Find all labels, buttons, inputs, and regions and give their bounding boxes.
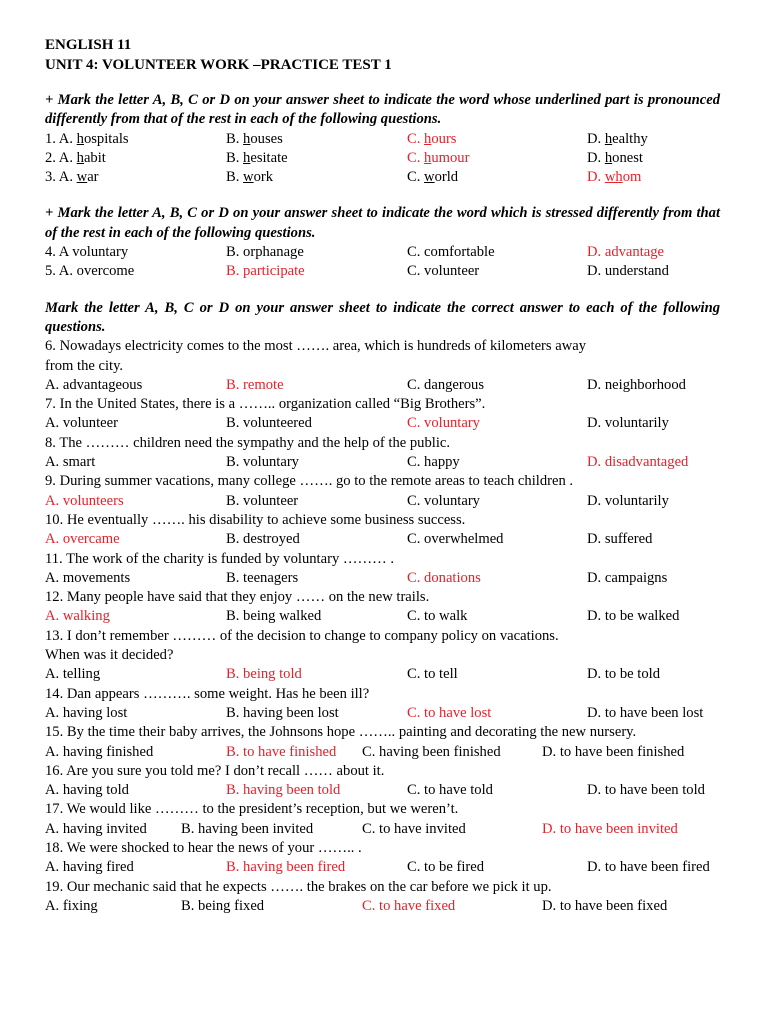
option-letter: B. [226,454,240,471]
option-row [45,168,720,187]
answer-option[interactable] [45,897,98,916]
option-text: advantage [604,244,665,261]
answer-option[interactable] [587,569,667,588]
option-row [45,414,720,433]
option-text: telling [62,666,101,683]
option-letter: A. [45,859,60,876]
option-letter: B. [226,244,240,261]
option-letter: B. [181,820,195,837]
answer-option[interactable] [45,569,130,588]
option-text: dangerous [424,376,485,393]
underlined-sound: wh [604,169,623,186]
option-text: abit [83,149,106,166]
option-text: having been lost [243,704,339,721]
option-letter: B. [181,897,195,914]
option-text: ours [431,130,457,147]
question-stem: 14. Dan appears ………. some weight. Has he been ill? [45,685,370,702]
answer-option[interactable] [45,743,153,762]
option-row [45,149,720,168]
option-text: to walk [424,608,468,625]
option-letter: A. [45,820,60,837]
option-letter: A. [58,130,73,147]
option-row [45,492,720,511]
option-letter: A [58,244,69,261]
option-letter: A. [45,492,60,509]
question-stem: 15. By the time their baby arrives, the Johnsons hope …….. painting and decorating the new nursery. [45,724,637,741]
answer-option[interactable] [226,665,302,684]
option-letter: C. [407,704,421,721]
option-text: donations [424,569,481,586]
option-row [45,743,720,762]
option-text: participate [243,263,305,280]
answer-option[interactable] [407,492,480,511]
answer-option[interactable] [45,858,134,877]
question-stem: 7. In the United States, there is a …….. organization called “Big Brothers”. [45,396,486,413]
option-letter: A. [45,704,60,721]
option-text: volunteered [243,415,312,432]
option-text: having been finished [379,743,501,760]
option-text: to have been lost [604,704,704,721]
answer-option[interactable] [45,168,99,187]
section-gap [45,282,720,299]
option-row [45,665,720,684]
answer-option[interactable] [45,781,129,800]
option-letter: D. [587,454,602,471]
answer-option[interactable] [45,149,106,168]
option-row [45,897,720,916]
option-letter: A. [45,376,60,393]
option-letter: A. [45,666,60,683]
option-letter: C. [407,782,421,799]
answer-option[interactable] [45,492,124,511]
answer-option[interactable] [587,665,660,684]
option-row [45,376,720,395]
option-text: to have finished [243,743,337,760]
option-text: having been fired [243,859,346,876]
option-text: voluntary [243,454,299,471]
answer-option[interactable] [226,376,284,395]
question-number: 5. [45,263,56,280]
option-text: ospitals [83,130,129,147]
option-text: ouses [250,130,283,147]
option-letter: B. [226,569,240,586]
answer-option[interactable] [587,149,643,168]
option-letter: B. [226,169,240,186]
answer-option[interactable] [226,168,273,187]
question-stem: 11. The work of the charity is funded by voluntary ……… . [45,550,394,567]
option-text: walking [62,608,110,625]
option-text: esitate [250,149,288,166]
option-letter: C. [407,666,421,683]
answer-option[interactable] [407,414,480,433]
option-letter: A. [58,149,73,166]
option-text: advantageous [62,376,143,393]
option-text: movements [62,569,131,586]
answer-option[interactable] [226,453,299,472]
option-text: understand [604,263,669,280]
option-row [45,858,720,877]
answer-option[interactable] [362,743,501,762]
option-text: being fixed [198,897,265,914]
question-stem: When was it decided? [45,647,174,664]
underlined-sound: h [604,149,613,166]
option-letter: B. [226,666,240,683]
answer-option[interactable] [407,149,469,168]
option-letter: A. [58,263,73,280]
answer-option[interactable] [407,607,467,626]
answer-option[interactable] [45,607,110,626]
option-letter: C. [407,859,421,876]
option-letter: C. [407,531,421,548]
answer-option[interactable] [587,243,664,262]
option-letter: A. [45,897,60,914]
option-text: having fired [62,859,134,876]
answer-option[interactable] [226,492,298,511]
question-stem: 8. The ……… children need the sympathy and the help of the public. [45,434,451,451]
answer-option[interactable] [407,704,491,723]
option-text: volunteer [243,492,299,509]
question-stem: 9. During summer vacations, many college ……. go to the remote areas to teach children . [45,473,574,490]
answer-option[interactable] [407,453,460,472]
option-letter: D. [587,376,602,393]
course-title: ENGLISH 11 [45,37,132,53]
answer-option[interactable] [407,530,503,549]
option-row [45,130,720,149]
underlined-sound: h [604,130,613,147]
answer-option[interactable] [407,130,456,149]
option-text: having been invited [198,820,314,837]
option-letter: D. [587,704,602,721]
option-text: having been told [243,782,341,799]
option-text: fixing [62,897,98,914]
answer-option[interactable] [226,607,321,626]
option-text: to have been finished [559,743,685,760]
option-letter: C. [407,244,421,261]
answer-option[interactable] [407,858,484,877]
answer-option[interactable] [587,492,669,511]
answer-option[interactable] [45,376,142,395]
question-stem: 19. Our mechanic said that he expects ……. the brakes on the car before we pick it up. [45,878,552,895]
underlined-sound: h [243,130,251,147]
option-letter: D. [587,666,602,683]
underlined-sound: h [76,149,84,166]
option-text: overcome [76,263,135,280]
option-text: comfortable [424,244,495,261]
option-text: disadvantaged [604,454,689,471]
answer-option[interactable] [226,149,288,168]
question-stem: from the city. [45,357,124,374]
option-letter: C. [407,492,421,509]
underlined-sound: w [424,169,435,186]
option-letter: D. [587,169,602,186]
question-stem: 17. We would like ……… to the president’s reception, but we weren’t. [45,801,459,818]
answer-option[interactable] [45,243,128,262]
answer-option[interactable] [587,376,686,395]
answer-option[interactable] [587,168,641,187]
option-letter: A. [45,743,60,760]
answer-option[interactable] [407,569,481,588]
option-text: voluntary [424,415,480,432]
answer-option[interactable] [45,820,147,839]
option-letter: D. [542,820,557,837]
option-text: volunteers [62,492,124,509]
answer-option[interactable] [362,820,466,839]
answer-option[interactable] [407,376,484,395]
option-row [45,453,720,472]
option-letter: A. [45,531,60,548]
option-letter: D. [542,897,557,914]
answer-option[interactable] [226,530,300,549]
option-letter: B. [226,859,240,876]
option-row [45,607,720,626]
option-letter: C. [407,263,421,280]
answer-option[interactable] [45,262,134,281]
option-text: ar [87,169,99,186]
option-letter: A. [45,415,60,432]
answer-option[interactable] [226,781,340,800]
option-letter: C. [362,743,376,760]
option-text: to have told [424,782,493,799]
option-text: suffered [604,531,653,548]
option-text: overcame [62,531,120,548]
option-letter: C. [407,608,421,625]
option-text: neighborhood [604,376,686,393]
answer-option[interactable] [587,530,652,549]
option-text: voluntary [72,244,129,261]
answer-option[interactable] [226,569,298,588]
answer-option[interactable] [587,414,669,433]
option-letter: D. [587,492,602,509]
option-letter: D. [587,415,602,432]
option-letter: C. [407,415,421,432]
option-letter: B. [226,608,240,625]
option-text: being told [243,666,302,683]
answer-option[interactable] [45,414,118,433]
option-text: to have been fixed [559,897,668,914]
option-text: ork [253,169,274,186]
question-number: 4. [45,244,56,261]
option-text: umour [431,149,470,166]
option-letter: B. [226,492,240,509]
option-row [45,704,720,723]
option-text: smart [62,454,96,471]
section-instruction: + Mark the letter A, B, C or D on your answer sheet to indicate the word which is stressed differently from that of the rest in each of the following questions. [45,205,720,241]
option-letter: B. [226,743,240,760]
option-text: to have lost [424,704,492,721]
question-stem: 6. Nowadays electricity comes to the most ……. area, which is hundreds of kilometers away [45,338,587,355]
option-letter: A. [45,782,60,799]
option-text: ealthy [612,130,648,147]
answer-option[interactable] [226,130,283,149]
option-letter: A. [45,608,60,625]
option-letter: C. [362,897,376,914]
answer-option[interactable] [45,453,95,472]
question-stem: 13. I don’t remember ……… of the decision to change to company policy on vacations. [45,627,559,644]
option-letter: D. [587,569,602,586]
option-row [45,781,720,800]
option-text: having invited [62,820,147,837]
question-number: 3. [45,169,56,186]
option-text: having finished [62,743,154,760]
question-number: 2. [45,149,56,166]
option-text: being walked [243,608,322,625]
answer-option[interactable] [226,243,304,262]
answer-option[interactable] [226,262,305,281]
option-text: to have fixed [379,897,456,914]
underlined-sound: h [424,149,432,166]
answer-option[interactable] [407,262,479,281]
option-text: happy [424,454,460,471]
answer-option[interactable] [181,820,313,839]
answer-option[interactable] [407,168,458,187]
option-letter: C. [407,149,421,166]
option-letter: B. [226,782,240,799]
option-row [45,820,720,839]
option-letter: A. [58,169,73,186]
option-text: volunteer [424,263,480,280]
option-text: to be walked [604,608,680,625]
underlined-sound: w [243,169,254,186]
option-text: campaigns [604,569,668,586]
option-letter: D. [542,743,557,760]
option-letter: C. [407,454,421,471]
answer-option[interactable] [587,858,710,877]
option-row [45,530,720,549]
question-stem: 10. He eventually ……. his disability to achieve some business success. [45,511,466,528]
option-text: voluntary [424,492,480,509]
option-text: orphanage [243,244,304,261]
option-letter: D. [587,244,602,261]
option-letter: B. [226,376,240,393]
option-text: remote [243,376,284,393]
answer-option[interactable] [407,243,495,262]
option-text: onest [612,149,643,166]
option-letter: B. [226,130,240,147]
option-letter: B. [226,263,240,280]
answer-option[interactable] [226,858,345,877]
option-text: overwhelmed [424,531,504,548]
option-text: to have been told [604,782,705,799]
underlined-sound: w [76,169,88,186]
option-letter: B. [226,415,240,432]
section-gap [45,187,720,204]
option-row [45,262,720,281]
option-row [45,243,720,262]
answer-option[interactable] [45,530,120,549]
question-stem: 16. Are you sure you told me? I don’t recall …… about it. [45,762,385,779]
answer-option[interactable] [226,414,312,433]
option-text: orld [434,169,459,186]
answer-option[interactable] [181,897,264,916]
option-letter: D. [587,149,602,166]
option-letter: A. [45,569,60,586]
question-stem: 12. Many people have said that they enjoy …… on the new trails. [45,589,430,606]
answer-option[interactable] [407,665,458,684]
option-row [45,569,720,588]
answer-option[interactable] [407,781,493,800]
option-text: to have been invited [559,820,678,837]
option-text: om [622,169,642,186]
answer-option[interactable] [45,665,100,684]
option-text: to have invited [379,820,466,837]
section-instruction: Mark the letter A, B, C or D on your answer sheet to indicate the correct answer to each of the following questions. [45,299,720,335]
unit-title: UNIT 4: VOLUNTEER WORK –PRACTICE TEST 1 [45,57,392,73]
underlined-sound: h [243,149,251,166]
option-text: voluntarily [604,415,669,432]
option-letter: B. [226,531,240,548]
option-text: teenagers [243,569,299,586]
option-letter: C. [407,376,421,393]
option-text: having told [62,782,129,799]
section-instruction: + Mark the letter A, B, C or D on your answer sheet to indicate the word whose underlined part is pronounced differently from that of the rest in each of the following questions. [45,92,720,128]
answer-option[interactable] [45,704,127,723]
answer-option[interactable] [45,130,129,149]
question-stem: 18. We were shocked to hear the news of your …….. . [45,839,362,856]
option-text: having lost [62,704,128,721]
answer-option[interactable] [587,781,705,800]
option-letter: D. [587,608,602,625]
option-text: to have been fired [604,859,710,876]
option-letter: D. [587,859,602,876]
option-letter: C. [407,569,421,586]
underlined-sound: h [424,130,432,147]
answer-option[interactable] [587,704,703,723]
option-letter: D. [587,263,602,280]
option-letter: D. [587,782,602,799]
option-letter: B. [226,149,240,166]
option-text: destroyed [243,531,300,548]
answer-option[interactable] [362,897,455,916]
option-text: to be told [604,666,660,683]
underlined-sound: h [76,130,84,147]
question-content [45,91,720,916]
option-letter: D. [587,130,602,147]
answer-option[interactable] [226,743,336,762]
option-text: volunteer [62,415,118,432]
answer-option[interactable] [587,453,688,472]
question-number: 1. [45,130,56,147]
answer-option[interactable] [587,262,669,281]
answer-option[interactable] [542,743,684,762]
option-letter: D. [587,531,602,548]
option-text: voluntarily [604,492,669,509]
option-letter: C. [407,169,421,186]
option-letter: C. [362,820,376,837]
option-text: to be fired [424,859,485,876]
option-text: to tell [424,666,458,683]
answer-option[interactable] [542,897,667,916]
option-letter: C. [407,130,421,147]
answer-option[interactable] [587,130,648,149]
answer-option[interactable] [542,820,678,839]
option-letter: B. [226,704,240,721]
answer-option[interactable] [587,607,679,626]
option-letter: A. [45,454,60,471]
answer-option[interactable] [226,704,339,723]
